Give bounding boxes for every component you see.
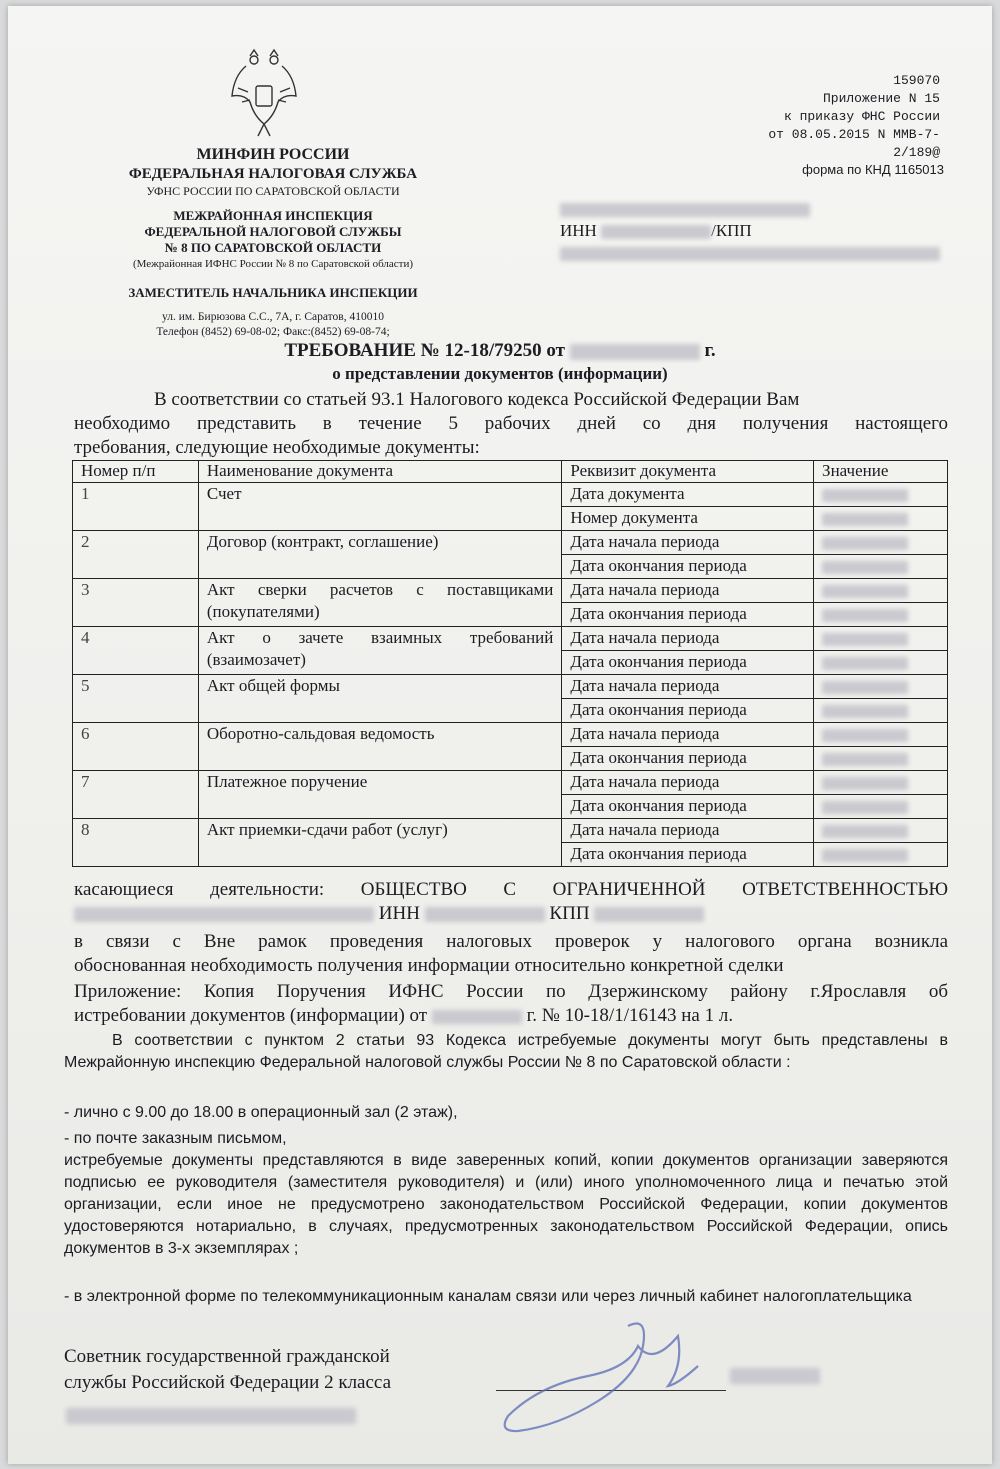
company-kpp-label: КПП [549, 903, 590, 924]
row-number: 4 [73, 627, 199, 675]
row-document-name: Платежное поручение [198, 771, 562, 819]
signatory-title-line1: Советник государственной гражданской [64, 1346, 390, 1367]
signatory-title-line2: службы Российской Федерации 2 класса [64, 1372, 392, 1393]
row-document-name: Договор (контракт, соглашение) [198, 531, 562, 579]
title-text: ТРЕБОВАНИЕ № 12-18/79250 от [284, 340, 565, 361]
row-requisite: Дата начала периода [562, 675, 814, 699]
region-name: УФНС РОССИИ ПО САРАТОВСКОЙ ОБЛАСТИ [146, 184, 400, 198]
row-requisite: Дата окончания периода [562, 843, 814, 867]
company-inn-label: ИНН [378, 903, 420, 924]
row-requisite: Дата окончания периода [562, 795, 814, 819]
deputy-title: ЗАМЕСТИТЕЛЬ НАЧАЛЬНИКА ИНСПЕКЦИИ [128, 285, 418, 300]
header-num: Номер п/п [73, 461, 199, 483]
redacted-value [822, 657, 908, 670]
row-value [814, 531, 948, 555]
annex-block [768, 72, 940, 162]
row-requisite: Дата начала периода [562, 531, 814, 555]
row-value [814, 747, 948, 771]
redacted-value [822, 633, 908, 646]
redacted-value [822, 849, 908, 862]
annex-line4: 2/189@ [893, 145, 940, 160]
form-code: 159070 [893, 73, 940, 88]
annex-line3: от 08.05.2015 N ММВ-7- [768, 127, 940, 142]
redacted-value [822, 705, 908, 718]
intro-line2: необходимо представить в течение 5 рабочих дней со дня получения настоящего [74, 413, 948, 434]
redacted-value [822, 825, 908, 838]
table-row [73, 771, 948, 795]
redacted-date [570, 344, 700, 360]
instructions-p1: В соответствии с пунктом 2 статьи 93 Кодекса истребуемые документы могут быть представлены в Межрайонную инспекцию Федеральной налоговой службы России № 8 по Саратовской области : [64, 1032, 948, 1071]
redacted-company-inn [425, 907, 545, 922]
row-value [814, 507, 948, 531]
row-requisite: Дата начала периода [562, 771, 814, 795]
row-value [814, 555, 948, 579]
redacted-value [822, 801, 908, 814]
row-requisite: Дата начала периода [562, 627, 814, 651]
row-number: 2 [73, 531, 199, 579]
redacted-value [822, 561, 908, 574]
recipient-kpp-label: /КПП [711, 221, 752, 240]
table-header-row [73, 461, 948, 483]
redacted-value [822, 753, 908, 766]
row-number: 7 [73, 771, 199, 819]
redacted-value [822, 729, 908, 742]
recipient-block [560, 198, 940, 264]
redacted-recipient-name [560, 203, 810, 217]
row-value [814, 579, 948, 603]
table-row [73, 723, 948, 747]
header-requisite: Реквизит документа [562, 461, 814, 483]
row-document-name: Акт о зачете взаимных требований (взаимозачет) [198, 627, 562, 675]
annex-line2: к приказу ФНС России [783, 109, 940, 124]
row-requisite: Дата начала периода [562, 819, 814, 843]
row-value [814, 819, 948, 843]
instructions-p5: - в электронной форме по телекоммуникационным каналам связи или через личный кабинет налогоплательщика [64, 1288, 912, 1305]
redacted-recipient-address [560, 247, 940, 261]
redacted-initials [730, 1368, 820, 1384]
inspection-address: ул. им. Бирюзова С.С., 7А, г. Саратов, 410010 [162, 311, 384, 323]
row-requisite: Дата окончания периода [562, 555, 814, 579]
document-page [8, 6, 992, 1464]
service-name: ФЕДЕРАЛЬНАЯ НАЛОГОВАЯ СЛУЖБА [128, 166, 418, 182]
row-document-name: Акт общей формы [198, 675, 562, 723]
row-requisite: Дата окончания периода [562, 651, 814, 675]
row-document-name: Акт приемки-сдачи работ (услуг) [198, 819, 562, 867]
instructions-p2: - лично с 9.00 до 18.00 в операционный зал (2 этаж), [64, 1104, 458, 1121]
redacted-value [822, 777, 908, 790]
row-value [814, 795, 948, 819]
redacted-value [822, 609, 908, 622]
row-number: 6 [73, 723, 199, 771]
table-row [73, 483, 948, 507]
row-value [814, 771, 948, 795]
table-row [73, 675, 948, 699]
row-requisite: Дата окончания периода [562, 699, 814, 723]
header-doc-name: Наименование документа [198, 461, 562, 483]
recipient-inn-label: ИНН [560, 221, 597, 240]
table-row [73, 819, 948, 843]
knd-form: форма по КНД 1165013 [802, 162, 944, 177]
row-value [814, 483, 948, 507]
row-document-name: Оборотно-сальдовая ведомость [198, 723, 562, 771]
row-value [814, 843, 948, 867]
ministry-name: МИНФИН РОССИИ [196, 146, 350, 163]
concerning-line: касающиеся деятельности: ОБЩЕСТВО С ОГРАНИЧЕННОЙ ОТВЕТСТВЕННОСТЬЮ [74, 879, 948, 900]
inspection-short-name: (Межрайонная ИФНС России № 8 по Саратовской области) [132, 258, 414, 270]
documents-table [72, 460, 948, 867]
row-document-name: Счет [198, 483, 562, 531]
coat-of-arms-icon [224, 46, 304, 142]
instructions-p3: - по почте заказным письмом, [64, 1130, 287, 1147]
attachment-line2 [74, 1004, 948, 1028]
document-title [0, 340, 1000, 362]
attachment-line2-end: г. № 10-18/1/16143 на 1 л. [526, 1005, 734, 1026]
redacted-value [822, 681, 908, 694]
row-requisite: Дата документа [562, 483, 814, 507]
table-row [73, 579, 948, 603]
reason-line1: в связи с Вне рамок проведения налоговых проверок у налогового органа возникла [74, 931, 948, 952]
inspection-line2: ФЕДЕРАЛЬНОЙ НАЛОГОВОЙ СЛУЖБЫ [144, 224, 402, 239]
company-ids-line [74, 902, 948, 926]
row-value [814, 699, 948, 723]
attachment-line2-start: истребовании документов (информации) от [74, 1005, 428, 1026]
reason-line2: обоснованная необходимость получения информации относительно конкретной сделки [74, 955, 784, 976]
row-value [814, 603, 948, 627]
inspection-line3: № 8 ПО САРАТОВСКОЙ ОБЛАСТИ [164, 240, 382, 255]
redacted-value [822, 585, 908, 598]
instructions-p4: истребуемые документы представляются в виде заверенных копий, копии документов организации заверяются подписью ее руководителя (заместителя руководителя) и (или) иного уполномоченного лица и печатью этой организации, если иное не предусмотрено законодательством Российской Федерации, копии документов удостоверяются нотариально, в случаях, предусмотренных законодательством Российской Федерации, опись документов в 3-х экземплярах ; [64, 1152, 948, 1257]
table-row [73, 531, 948, 555]
row-requisite: Дата начала периода [562, 579, 814, 603]
row-requisite: Номер документа [562, 507, 814, 531]
row-number: 5 [73, 675, 199, 723]
header-value: Значение [814, 461, 948, 483]
table-row [73, 627, 948, 651]
row-value [814, 723, 948, 747]
title-year-suffix: г. [704, 340, 716, 361]
table-body [73, 483, 948, 867]
handwritten-signature-icon [478, 1306, 738, 1456]
redacted-inn [601, 225, 711, 239]
inspection-line1: МЕЖРАЙОННАЯ ИНСПЕКЦИЯ [173, 208, 373, 223]
redacted-value [822, 489, 908, 502]
row-value [814, 627, 948, 651]
intro-line3: требования, следующие необходимые документы: [74, 437, 480, 458]
row-number: 1 [73, 483, 199, 531]
row-requisite: Дата окончания периода [562, 603, 814, 627]
redacted-company-kpp [594, 907, 704, 922]
redacted-company-name [74, 907, 374, 922]
inspection-phone: Телефон (8452) 69-08-02; Факс:(8452) 69-08-74; [156, 326, 390, 338]
redacted-value [822, 537, 908, 550]
row-document-name: Акт сверки расчетов с поставщиками (покупателями) [198, 579, 562, 627]
row-requisite: Дата начала периода [562, 723, 814, 747]
row-value [814, 651, 948, 675]
redacted-signatory-name [66, 1408, 356, 1424]
annex-line1: Приложение N 15 [822, 91, 940, 106]
redacted-order-date [432, 1010, 522, 1024]
row-value [814, 675, 948, 699]
row-requisite: Дата окончания периода [562, 747, 814, 771]
document-subtitle: о представлении документов (информации) [332, 364, 668, 383]
row-number: 3 [73, 579, 199, 627]
row-number: 8 [73, 819, 199, 867]
redacted-value [822, 513, 908, 526]
attachment-line1: Приложение: Копия Поручения ИФНС России по Дзержинскому району г.Ярославля об [74, 981, 948, 1002]
intro-line1: В соответствии со статьей 93.1 Налогового кодекса Российской Федерации Вам [154, 389, 800, 410]
